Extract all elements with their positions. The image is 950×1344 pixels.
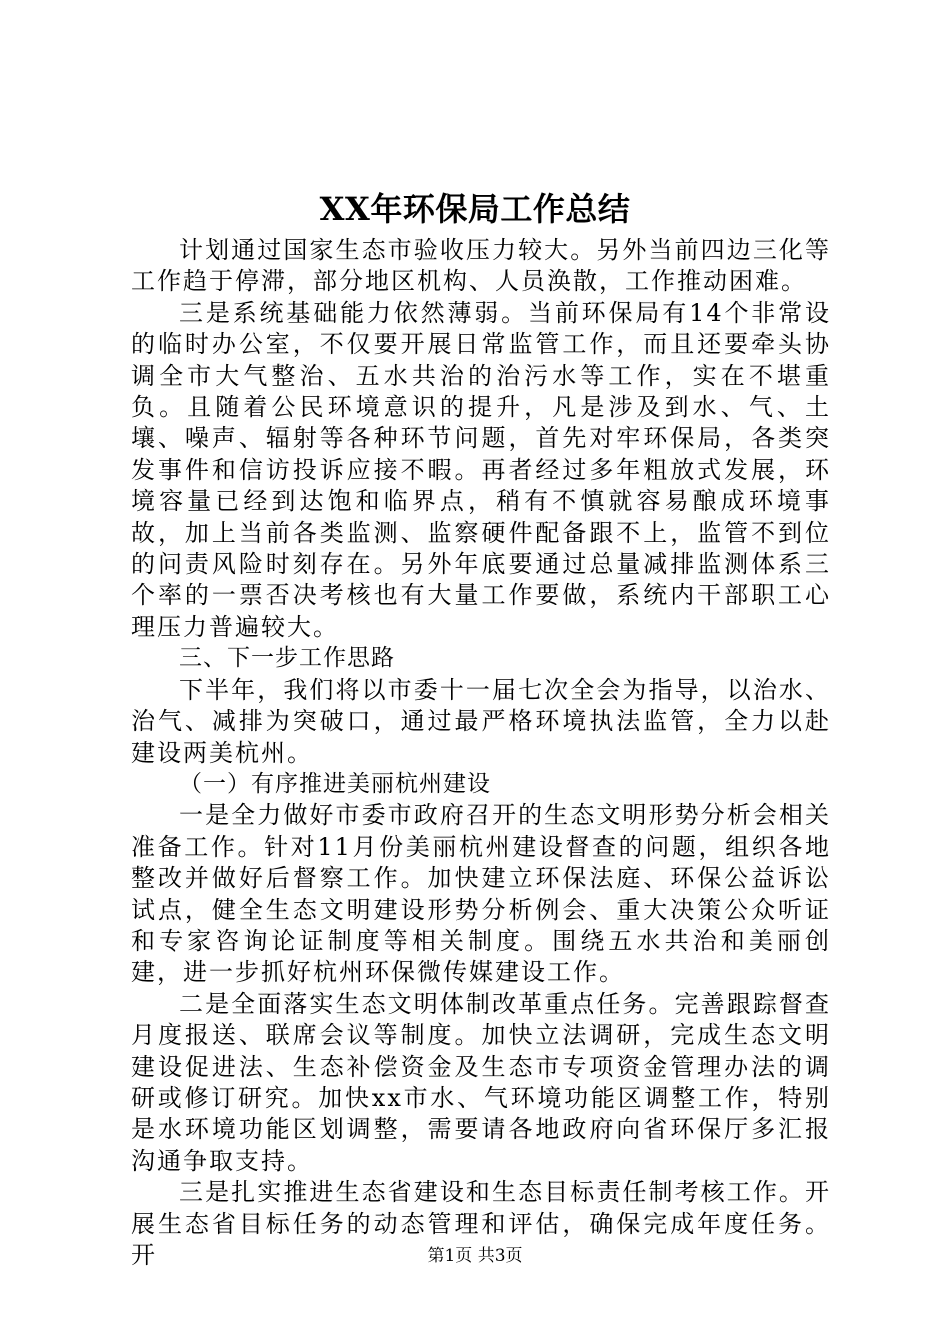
document-body bbox=[131, 235, 831, 1271]
body-paragraph: 二是全面落实生态文明体制改革重点任务。完善跟踪督查月度报送、联席会议等制度。加快立法调研，完成生态文明建设促进法、生态补偿资金及生态市专项资金管理办法的调研或修订研究。加快xx市水、气环境功能区调整工作，特别是水环境功能区划调整，需要请各地政府向省环保厅多汇报沟通争取支持。 bbox=[131, 989, 831, 1175]
section-heading: 三、下一步工作思路 bbox=[179, 645, 395, 672]
body-paragraph: 三是扎实推进生态省建设和生态目标责任制考核工作。开展生态省目标任务的动态管理和评估，确保完成年度任务。开 bbox=[131, 1178, 831, 1269]
body-paragraph: 计划通过国家生态市验收压力较大。另外当前四边三化等工作趋于停滞，部分地区机构、人员涣散，工作推动困难。 bbox=[131, 236, 831, 296]
subsection-heading: （一）有序推进美丽杭州建设 bbox=[179, 770, 491, 797]
document-title: XX年环保局工作总结 bbox=[319, 190, 631, 228]
body-paragraph: 下半年，我们将以市委十一届七次全会为指导，以治水、治气、减排为突破口，通过最严格环境执法监管，全力以赴建设两美杭州。 bbox=[131, 675, 831, 767]
page-number-footer: 第1页 共3页 bbox=[427, 1246, 523, 1266]
body-paragraph: 一是全力做好市委市政府召开的生态文明形势分析会相关准备工作。针对11月份美丽杭州建设督查的问题，组织各地整改并做好后督察工作。加快建立环保法庭、环保公益诉讼试点，健全生态文明建设形势分析例会、重大决策公众听证和专家咨询论证制度等相关制度。围绕五水共治和美丽创建，进一步抓好杭州环保微传媒建设工作。 bbox=[131, 801, 831, 987]
body-paragraph: 三是系统基础能力依然薄弱。当前环保局有14个非常设的临时办公室，不仅要开展日常监管工作，而且还要牵头协调全市大气整治、五水共治的治污水等工作，实在不堪重负。且随着公民环境意识的提升，凡是涉及到水、气、土壤、噪声、辐射等各种环节问题，首先对牢环保局，各类突发事件和信访投诉应接不暇。再者经过多年粗放式发展，环境容量已经到达饱和临界点，稍有不慎就容易酿成环境事故，加上当前各类监测、监察硬件配备跟不上，监管不到位的问责风险时刻存在。另外年底要通过总量减排监测体系三个率的一票否决考核也有大量工作要做，系统内干部职工心理压力普遍较大。 bbox=[131, 298, 831, 641]
